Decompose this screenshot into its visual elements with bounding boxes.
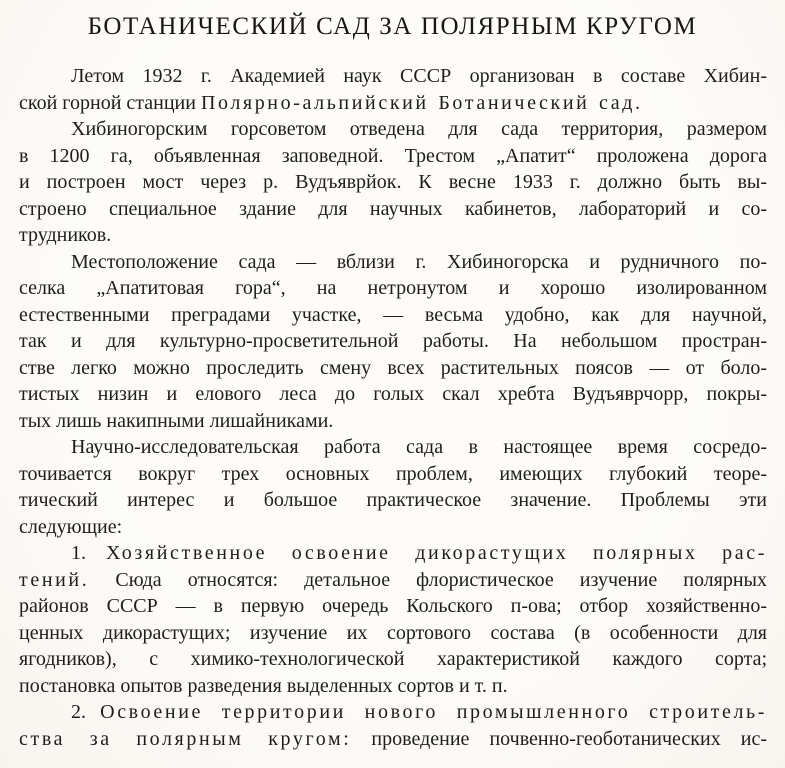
text-line (19, 514, 767, 541)
text-segment: так и для культурно-просветительной работы. На небольшом простран- (19, 330, 767, 352)
text-line (19, 169, 767, 196)
text-segment: селка „Апатитовая гора“, на нетронутом и хорошо изолированном (19, 277, 767, 299)
text-line (19, 646, 767, 673)
text-line (19, 726, 767, 753)
text-segment: Хибиногорским горсоветом отведена для сада территория, размером (71, 118, 767, 140)
emphasized-text-segment: Полярно-альпийский Ботанический сад. (200, 91, 643, 114)
text-line (19, 222, 767, 249)
text-line (19, 567, 767, 594)
emphasized-text-segment: Освоение территории нового промышленного строитель- (100, 701, 767, 723)
text-segment: 2. (71, 701, 101, 723)
text-segment: Научно-исследовательская работа сада в настоящее время сосредо- (71, 436, 767, 458)
text-line (19, 275, 767, 302)
text-segment: трудников. (19, 224, 112, 246)
text-segment: районов СССР — в первую очередь Кольского п-ова; отбор хозяйственно- (19, 595, 767, 617)
page-title: БОТАНИЧЕСКИЙ САД ЗА ПОЛЯРНЫМ КРУГОМ (87, 13, 698, 40)
text-segment: естественными преградами участке, — весьма удобно, как для научной, (19, 303, 767, 326)
text-segment: Местоположение сада — вблизи г. Хибиногорска и рудничного по- (71, 250, 767, 273)
document-body (19, 63, 767, 752)
text-segment: Сюда относятся: детальное флористическое изучение полярных (89, 568, 767, 591)
emphasized-text-segment: тений. (19, 568, 90, 591)
text-line (19, 63, 767, 90)
text-line (19, 620, 767, 647)
text-line (19, 143, 767, 170)
text-segment: строено специальное здание для научных кабинетов, лабораторий и со- (19, 197, 767, 220)
text-line (19, 699, 767, 726)
text-segment: ягодников), с химико-технологической характеристикой каждого сорта; (19, 648, 767, 670)
text-line (19, 434, 767, 461)
text-segment: тистых низин и елового леса до голых скал хребта Вудъяврчорр, покры- (19, 383, 767, 405)
text-line (19, 593, 767, 620)
emphasized-text-segment: ства за полярным кругом: (19, 727, 352, 750)
text-segment: Летом 1932 г. Академией наук СССР организован в составе Хибин- (71, 65, 767, 87)
text-line (19, 116, 767, 143)
text-segment: 1. (71, 542, 107, 564)
text-line (19, 461, 767, 488)
text-line (19, 328, 767, 355)
text-segment: ценных дикорастущих; изучение их сортового состава (в особенности для (19, 621, 767, 644)
text-segment: тический интерес и большое практическое значение. Проблемы эти (19, 489, 767, 511)
text-line (19, 355, 767, 382)
text-line (19, 487, 767, 514)
text-segment: в 1200 га, объявленная заповедной. Трестом „Апатит“ проложена дорога (19, 144, 767, 167)
text-segment: тых лишь накипными лишайниками. (19, 409, 334, 432)
text-line (19, 196, 767, 223)
text-line (19, 540, 767, 567)
emphasized-text-segment: Хозяйственное освоение дикорастущих полярных рас- (106, 542, 767, 564)
text-line (19, 673, 767, 700)
text-line (19, 249, 767, 276)
text-line (19, 408, 767, 435)
text-line (19, 90, 767, 117)
text-line (19, 381, 767, 408)
text-line (19, 302, 767, 329)
text-segment: стве легко можно проследить смену всех растительных поясов — от боло- (19, 356, 767, 379)
text-segment: точивается вокруг трех основных проблем, имеющих глубокий теоре- (19, 462, 767, 485)
text-segment: следующие: (19, 515, 123, 538)
text-segment: постановка опытов разведения выделенных сортов и т. п. (19, 674, 508, 697)
text-segment: ской горной станции (19, 91, 201, 114)
text-segment: и построен мост через р. Вудъяврйок. К весне 1933 г. должно быть вы- (19, 171, 767, 193)
text-segment: проведение почвенно-геоботанических ис- (351, 727, 767, 750)
